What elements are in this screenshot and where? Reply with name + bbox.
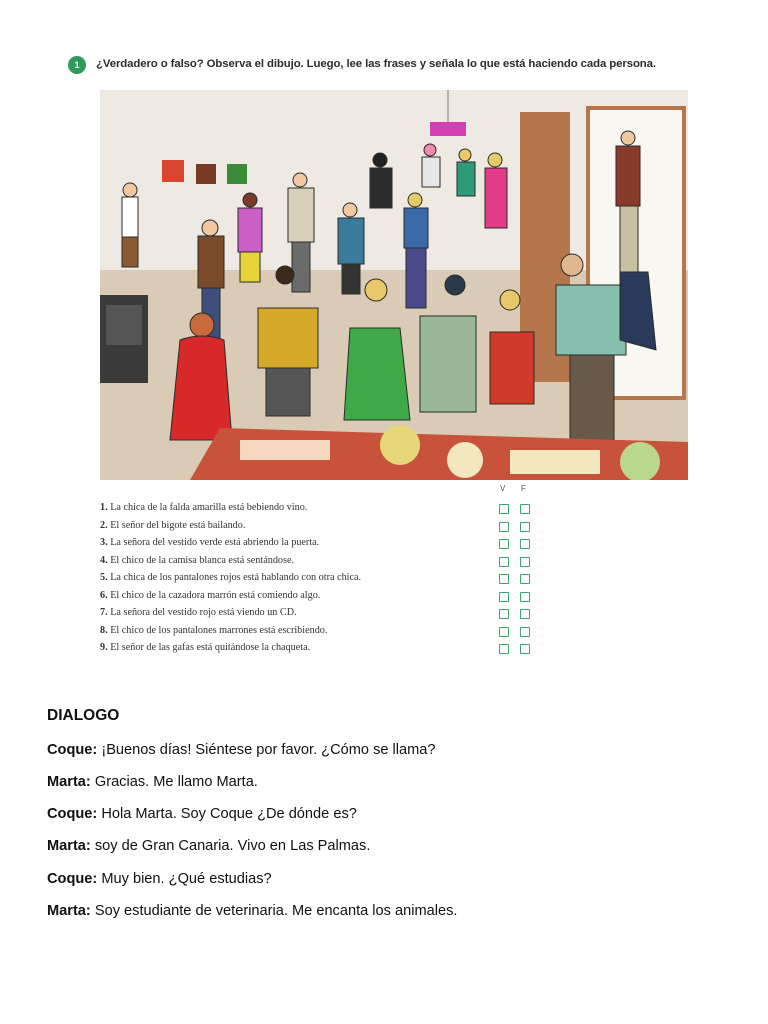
dialog-line [47,774,258,790]
dialog-text: Soy estudiante de veterinaria. Me encanta los animales. [94,903,458,919]
exercise-instruction: ¿Verdadero o falso? Observa el dibujo. Luego, lee las frases y señala lo que está haciendo cada persona. [96,58,656,70]
statement-row [100,555,560,572]
false-checkbox[interactable] [520,644,530,654]
dialog-title: DIALOGO [47,707,120,724]
dialog-text: Muy bien. ¿Qué estudias? [101,871,272,887]
statement-text: El señor del bigote está bailando. [110,519,246,531]
dialog-speaker: Coque: [47,871,98,887]
statement-number: 9. [100,642,108,653]
true-checkbox[interactable] [499,609,509,619]
false-checkbox[interactable] [520,592,530,602]
statement-text: El chico de los pantalones marrones está escribiendo. [110,624,328,636]
exercise-header [68,56,708,76]
true-checkbox[interactable] [499,627,509,637]
statement-text: El señor de las gafas está quitándose la chaqueta. [110,642,311,653]
statement-number: 7. [100,607,108,618]
statement-text: El chico de la camisa blanca está sentándose. [110,554,295,566]
statement-number: 2. [100,519,108,531]
statement-row [100,502,560,519]
exercise-number-badge: 1 [68,56,86,74]
true-checkbox[interactable] [499,574,509,584]
statement-number: 6. [100,589,108,601]
statement-row [100,625,560,642]
true-checkbox[interactable] [499,592,509,602]
statement-text: La señora del vestido rojo está viendo un CD. [110,607,297,618]
party-scene-illustration [100,90,688,480]
dialog-speaker: Marta: [47,838,91,854]
statement-row [100,572,560,589]
true-checkbox[interactable] [499,644,509,654]
dialog-line [47,742,436,758]
true-false-statements [100,484,560,660]
column-header-true: V [500,484,506,493]
statement-number: 3. [100,537,108,548]
dialog-speaker: Coque: [47,742,98,758]
statement-text: La chica de la falda amarilla está bebiendo vino. [110,502,308,513]
true-checkbox[interactable] [499,504,509,514]
column-header-false: F [521,484,526,493]
dialog-speaker: Marta: [47,774,91,790]
false-checkbox[interactable] [520,609,530,619]
statement-row [100,607,560,624]
statement-text: El chico de la cazadora marrón está comiendo algo. [110,589,321,601]
statement-row [100,642,560,659]
dialog-text: soy de Gran Canaria. Vivo en Las Palmas. [94,838,371,854]
statement-number: 1. [100,502,108,513]
dialog-line [47,838,370,854]
false-checkbox[interactable] [520,504,530,514]
dialog-text: ¡Buenos días! Siéntese por favor. ¿Cómo se llama? [101,742,436,758]
true-checkbox[interactable] [499,539,509,549]
dialog-text: Gracias. Me llamo Marta. [94,774,258,790]
statement-row [100,520,560,537]
statement-text: La señora del vestido verde está abriendo la puerta. [110,537,320,548]
true-checkbox[interactable] [499,557,509,567]
statement-number: 4. [100,554,108,566]
dialog-speaker: Coque: [47,806,98,822]
statement-number: 8. [100,624,108,636]
party-scene-drawing [100,90,688,480]
statement-row [100,537,560,554]
false-checkbox[interactable] [520,627,530,637]
statement-text: La chica de los pantalones rojos está hablando con otra chica. [110,572,362,583]
true-checkbox[interactable] [499,522,509,532]
dialog-text: Hola Marta. Soy Coque ¿De dónde es? [101,806,357,822]
dialog-speaker: Marta: [47,903,91,919]
statement-row [100,590,560,607]
false-checkbox[interactable] [520,539,530,549]
statement-number: 5. [100,572,108,583]
dialog-line [47,871,272,887]
false-checkbox[interactable] [520,557,530,567]
false-checkbox[interactable] [520,574,530,584]
dialog-line [47,806,357,822]
false-checkbox[interactable] [520,522,530,532]
dialog-line [47,903,457,919]
